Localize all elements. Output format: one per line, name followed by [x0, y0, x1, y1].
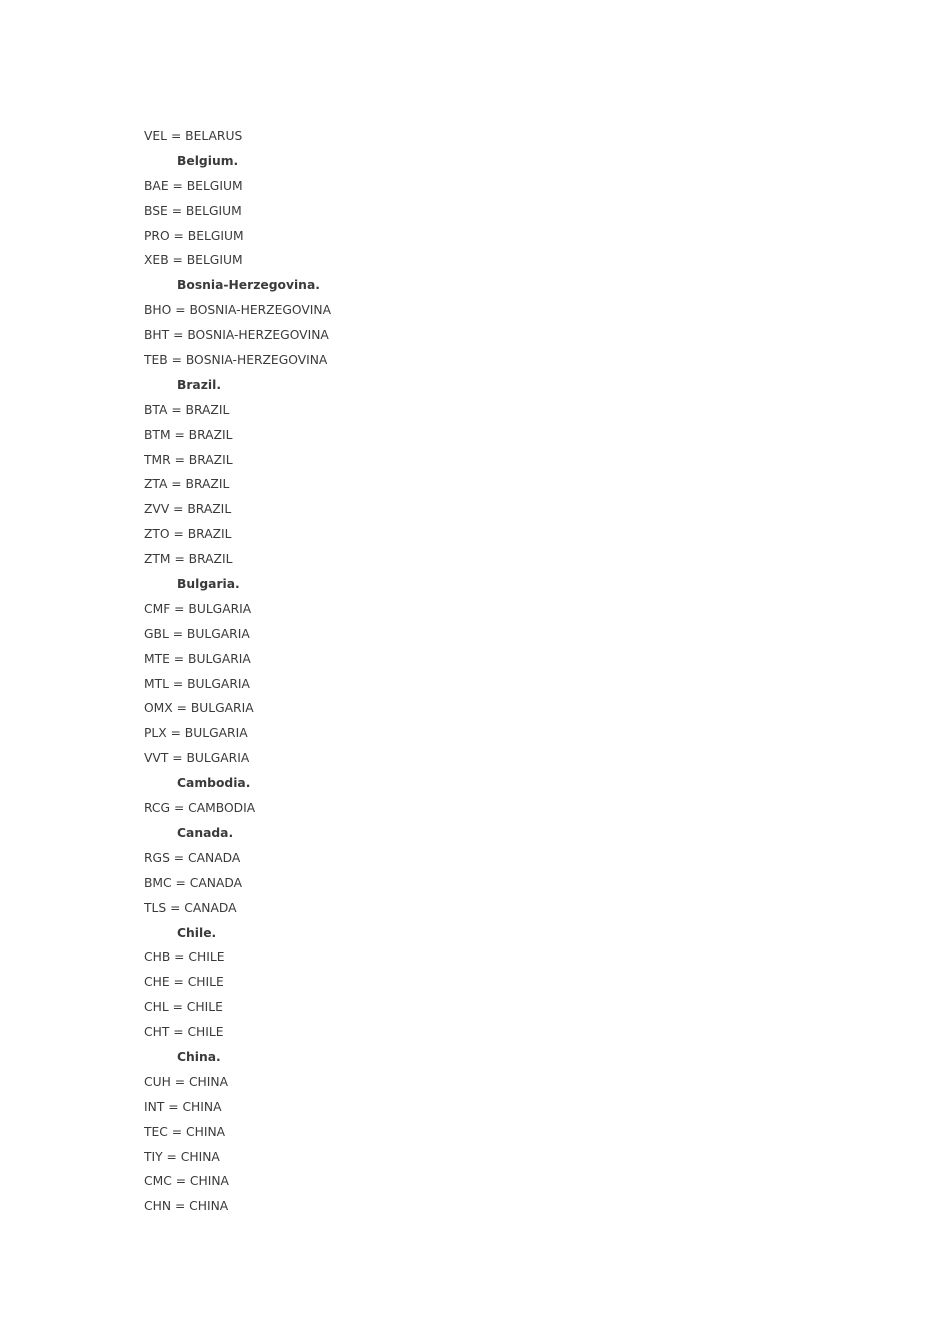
code-entry: BHO = BOSNIA-HERZEGOVINA [144, 303, 331, 318]
code-entry: TMR = BRAZIL [144, 452, 233, 467]
code-entry: PLX = BULGARIA [144, 726, 248, 741]
code-entry: ZTA = BRAZIL [144, 477, 230, 492]
code-entry: RCG = CAMBODIA [144, 801, 256, 816]
code-entry: TIY = CHINA [144, 1149, 220, 1164]
code-entry: BHT = BOSNIA-HERZEGOVINA [144, 328, 329, 343]
code-entry: CHE = CHILE [144, 975, 224, 990]
code-entry: INT = CHINA [144, 1099, 222, 1114]
country-heading: Belgium. [177, 153, 239, 168]
code-entry: XEB = BELGIUM [144, 253, 243, 268]
code-entry: CHL = CHILE [144, 1000, 223, 1015]
code-entry: OMX = BULGARIA [144, 701, 254, 716]
code-entry: GBL = BULGARIA [144, 626, 250, 641]
country-heading: Canada. [177, 825, 234, 840]
code-entry: CHB = CHILE [144, 950, 225, 965]
code-entry: TEC = CHINA [144, 1124, 226, 1139]
country-heading: Chile. [177, 925, 217, 940]
code-entry: CMC = CHINA [144, 1174, 229, 1189]
code-entry: MTE = BULGARIA [144, 651, 251, 666]
country-heading: Brazil. [177, 377, 221, 392]
code-entry: VEL = BELARUS [144, 129, 243, 143]
code-entry: ZTM = BRAZIL [144, 552, 233, 567]
code-list [144, 124, 844, 1219]
code-entry: MTL = BULGARIA [144, 676, 250, 691]
code-entry: RGS = CANADA [144, 850, 241, 865]
code-entry: TLS = CANADA [144, 900, 237, 915]
code-entry: BAE = BELGIUM [144, 178, 243, 193]
country-heading: Bosnia-Herzegovina. [177, 278, 320, 293]
country-heading: Bulgaria. [177, 577, 240, 592]
code-entry: CHN = CHINA [144, 1199, 229, 1214]
code-entry: ZTO = BRAZIL [144, 527, 232, 542]
country-heading: Cambodia. [177, 776, 251, 791]
code-entry: TEB = BOSNIA-HERZEGOVINA [144, 353, 328, 368]
code-entry: CMF = BULGARIA [144, 601, 252, 616]
code-entry: VVT = BULGARIA [144, 751, 250, 766]
code-entry: BSE = BELGIUM [144, 203, 242, 218]
code-entry: BTA = BRAZIL [144, 402, 230, 417]
code-entry: PRO = BELGIUM [144, 228, 244, 243]
code-entry: CHT = CHILE [144, 1025, 224, 1040]
code-entry: ZVV = BRAZIL [144, 502, 232, 517]
code-entry: BMC = CANADA [144, 875, 243, 890]
country-heading: China. [177, 1049, 221, 1064]
code-entry: CUH = CHINA [144, 1074, 229, 1089]
code-entry: BTM = BRAZIL [144, 427, 233, 442]
